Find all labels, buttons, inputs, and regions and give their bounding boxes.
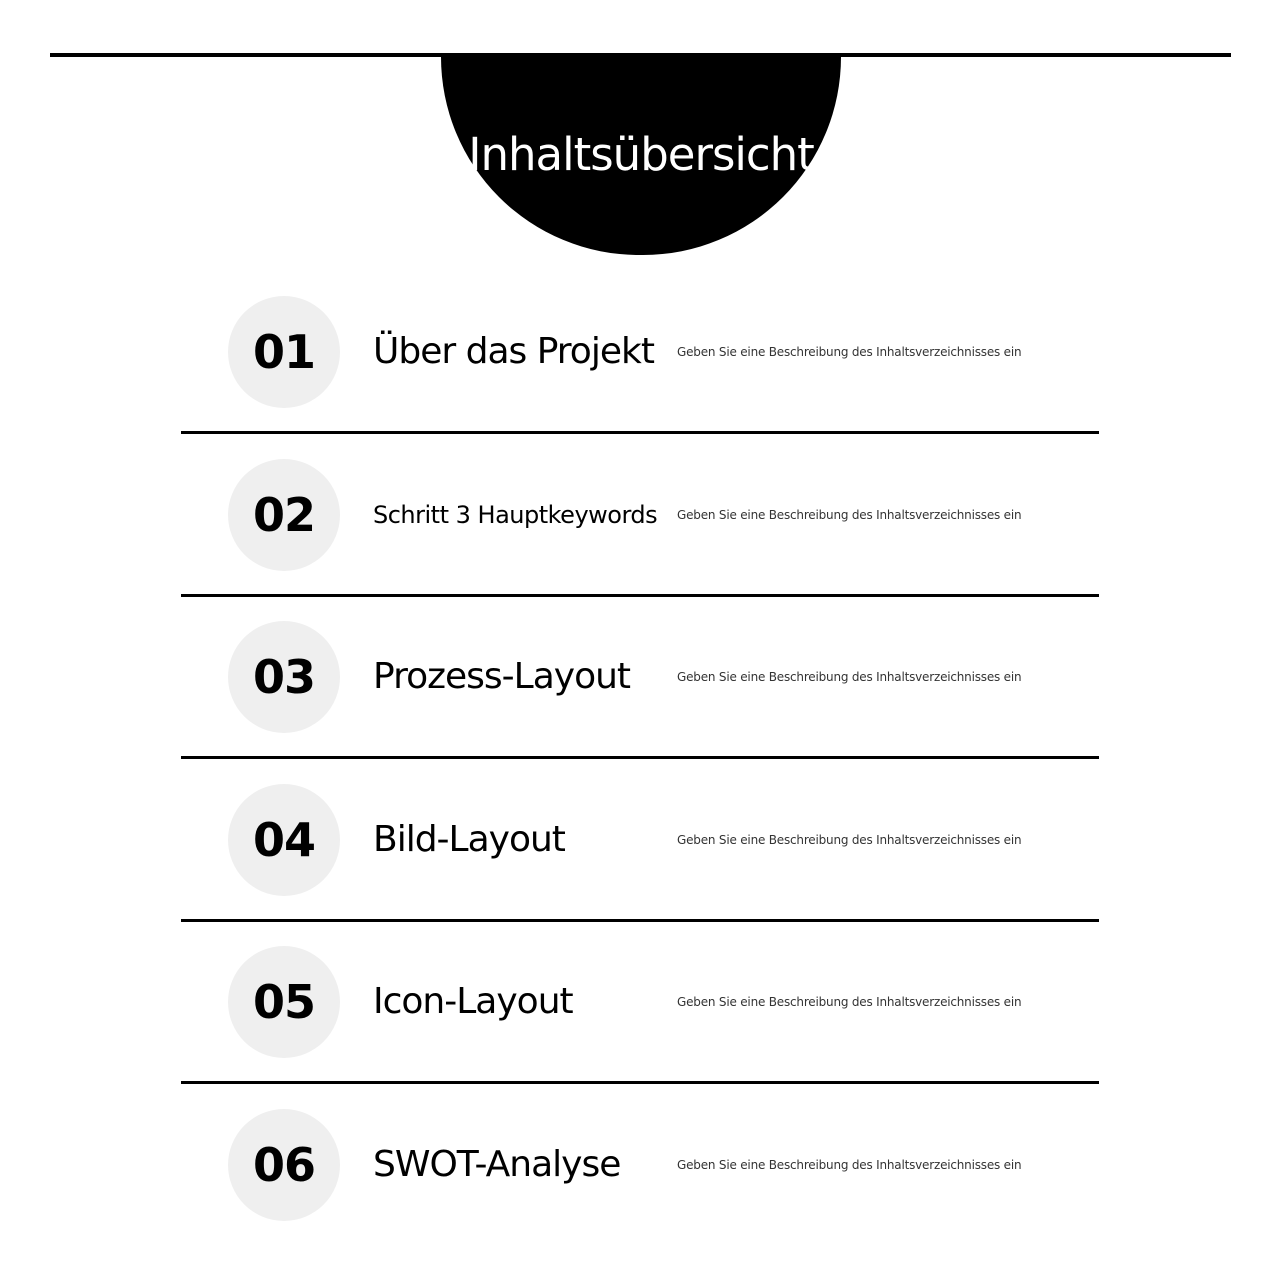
toc-item-05[interactable] [0,946,1280,1096]
item-title: Schritt 3 Hauptkeywords [373,501,658,529]
toc-item-04[interactable] [0,784,1280,934]
row-divider [181,756,1099,759]
item-description: Geben Sie eine Beschreibung des Inhaltsverzeichnisses ein [677,833,1022,847]
toc-item-02[interactable] [0,459,1280,609]
item-description: Geben Sie eine Beschreibung des Inhaltsverzeichnisses ein [677,670,1022,684]
toc-item-06[interactable] [0,1109,1280,1259]
item-description: Geben Sie eine Beschreibung des Inhaltsverzeichnisses ein [677,508,1022,522]
item-description: Geben Sie eine Beschreibung des Inhaltsverzeichnisses ein [677,995,1022,1009]
page-title: Inhaltsübersicht [468,128,814,181]
row-divider [181,594,1099,597]
item-description: Geben Sie eine Beschreibung des Inhaltsverzeichnisses ein [677,345,1022,359]
item-number: 04 [252,813,315,867]
item-title: Über das Projekt [373,331,654,372]
item-number: 06 [252,1138,315,1192]
toc-item-03[interactable] [0,621,1280,771]
item-title: Prozess-Layout [373,656,631,697]
item-number: 02 [252,488,315,542]
item-title: Icon-Layout [373,981,573,1022]
row-divider [181,1081,1099,1084]
row-divider [181,919,1099,922]
item-description: Geben Sie eine Beschreibung des Inhaltsverzeichnisses ein [677,1158,1022,1172]
item-number: 01 [252,325,315,379]
row-divider [181,431,1099,434]
item-title: SWOT-Analyse [373,1144,621,1185]
toc-item-01[interactable] [0,296,1280,446]
item-number: 03 [252,650,315,704]
item-title: Bild-Layout [373,819,565,860]
item-number: 05 [252,975,315,1029]
